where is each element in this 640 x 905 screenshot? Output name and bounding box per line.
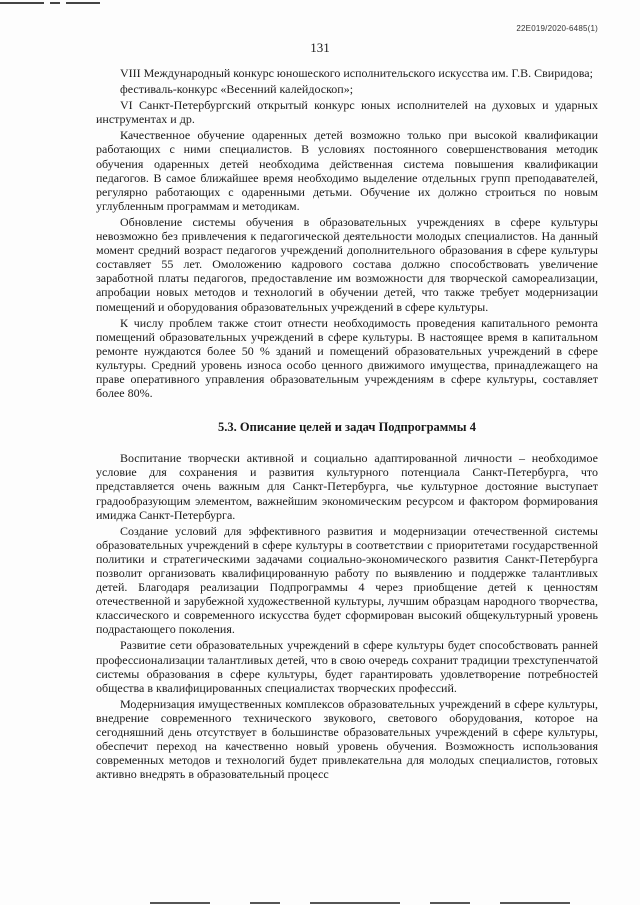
scan-edge-marks-bottom (0, 899, 640, 905)
paragraph-competition-sviridov: VIII Международный конкурс юношеского исполнительского искусства им. Г.В. Свиридова; (120, 66, 593, 80)
paragraph-teacher-qualification: Качественное обучение одаренных детей возможно только при высокой квалификации работающих с ними специалистов. В условиях постоянного совершенствования методик обучения одаренных детей необходима действенная система повышения квалификации педагогов. В самое ближайшее время необходимо выделение отдельных групп преподавателей, регулярно работающих с одаренными детьми. Обучение их должно строиться по новым углубленным программам и методикам. (96, 128, 598, 213)
scan-edge-marks-top (0, 0, 130, 6)
paragraph-competition-wind-instruments: VI Санкт-Петербургский открытый конкурс юных исполнителей на духовых и ударных инструментах и др. (96, 98, 598, 127)
paragraph-modernization: Модернизация имущественных комплексов образовательных учреждений в сфере культуры, внедрение современного технического звукового, светового оборудования, которое на сегодняшний день отсутствует в большинстве образовательных учреждений в сфере культуры, обеспечит переход на качественно новый уровень обучения. Возможность использования современных методов и технологий будет привлекательна для молодых специалистов, готовых активно внедрять в образовательный процесс (96, 696, 598, 782)
document-body (96, 66, 598, 781)
section-heading: 5.3. Описание целей и задач Подпрограммы 4 (218, 420, 476, 435)
page-number: 131 (310, 40, 330, 55)
paragraph-festival-kaleidoscope: фестиваль-конкурс «Весенний калейдоскоп»; (120, 82, 354, 97)
paragraph-conditions-development: Создание условий для эффективного развития и модернизации отечественной системы образовательных учреждений в сфере культуры в соответствии с приоритетами государственной политики и стратегическими задачами социально-экономического развития Санкт-Петербурга позволит организовать квалифицированную работу по выявлению и поддержке талантливых детей. Благодаря реализации Подпрограммы 4 через приобщение детей к ценностям отечественной и зарубежной художественной культуры, лучшим образцам народного творчества, классического и современного искусства будет сформирован высокий общекультурный уровень подрастающего поколения. (96, 523, 598, 637)
paragraph-personality-education: Воспитание творчески активной и социально адаптированной личности – необходимое условие для сохранения и развития культурного потенциала Санкт-Петербурга, что представляется очень важным для Санкт-Петербурга, чье культурное достояние выступает градообразующим элементом, важнейшим экономическим ресурсом и фактором формирования имиджа Санкт-Петербурга. (96, 451, 598, 522)
paragraph-young-specialists: Обновление системы обучения в образовательных учреждениях в сфере культуры невозможно без привлечения к педагогической деятельности молодых специалистов. На данный момент средний возраст педагогов учреждений дополнительного образования в сфере культуры составляет 55 лет. Омоложению кадрового состава должно способствовать увеличение заработной платы педагогов, предоставление им возможности для творческой самореализации, апробации новых методов и технологий в обучении детей, что также требует модернизации помещений и оборудования образовательных учреждений в сфере культуры. (96, 214, 598, 314)
paragraph-network-development: Развитие сети образовательных учреждений в сфере культуры будет способствовать ранней профессионализации талантливых детей, что в свою очередь сохранит традиции трехступенчатой системы образования в сфере культуры, будет гарантировать удовлетворение потребностей общества в квалифицированных специалистах творческих профессий. (96, 638, 598, 695)
paragraph-capital-repair: К числу проблем также стоит отнести необходимость проведения капитального ремонта помещений образовательных учреждений в сфере культуры. В настоящее время в капитальном ремонте нуждаются более 50 % зданий и помещений образовательных учреждений в сфере культуры. Средний уровень износа особо ценного движимого имущества, принадлежащего на праве оперативного управления образовательным учреждениям в сфере культуры, составляет более 80%. (96, 315, 598, 401)
document-code: 22Е019/2020-6485(1) (516, 24, 598, 33)
